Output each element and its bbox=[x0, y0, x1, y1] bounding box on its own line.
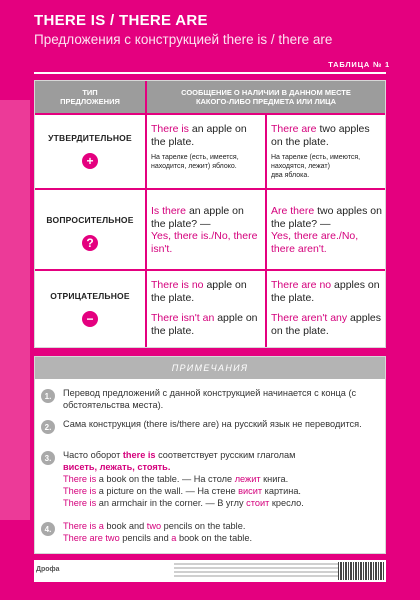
table-number: ТАБЛИЦА № 1 bbox=[328, 60, 390, 69]
column-divider bbox=[145, 81, 147, 347]
note-number: 4. bbox=[41, 522, 55, 536]
note-number: 3. bbox=[41, 451, 55, 465]
barcode bbox=[338, 562, 384, 580]
note-number: 2. bbox=[41, 420, 55, 434]
table-cell: Is there an apple on the plate? — Yes, there is./No, there isn't. bbox=[151, 205, 258, 255]
note-text: Сама конструкция (there is/there are) на русский язык не переводится. bbox=[63, 419, 362, 429]
table-cell: There is no apple on the plate. There isn't an apple on the plate. bbox=[151, 279, 258, 337]
table-cell: There are two apples on the plate. На тарелке (есть, имеются, находятся, лежат) два яблока. bbox=[271, 123, 370, 179]
notes-panel bbox=[34, 356, 386, 554]
page-subtitle: Предложения с конструкцией there is / there are bbox=[34, 32, 333, 47]
row-divider bbox=[35, 269, 385, 271]
publisher-logo: Дрофа bbox=[36, 566, 60, 573]
column-divider bbox=[265, 115, 267, 347]
note-number: 1. bbox=[41, 389, 55, 403]
note-text: Часто оборот there is соответствует русским глаголам висеть, лежать, стоять. There is a book on the table. — На столе лежит книга. There is a picture on the wall. — На стене висит картина. There is an armchair in the corner. — В углу стоит кресло. bbox=[63, 450, 304, 508]
page-title: THERE IS / THERE ARE bbox=[34, 12, 208, 29]
minus-icon: − bbox=[82, 311, 98, 327]
notes-heading: ПРИМЕЧАНИЯ bbox=[35, 357, 385, 379]
side-stripe bbox=[0, 100, 30, 520]
divider bbox=[34, 72, 386, 74]
note-text: Перевод предложений с данной конструкцией начинается с конца (с обстоятельства места). bbox=[63, 388, 357, 410]
type-affirmative: УТВЕРДИТЕЛЬНОЕ bbox=[48, 133, 132, 143]
question-icon: ? bbox=[82, 235, 98, 251]
table-cell: There is an apple on the plate. На тарелке (есть, имеется, находится, лежит) яблоко. bbox=[151, 123, 247, 170]
plus-icon: + bbox=[82, 153, 98, 169]
footer bbox=[34, 560, 386, 582]
type-interrogative: ВОПРОСИТЕЛЬНОЕ bbox=[46, 215, 134, 225]
table-header bbox=[35, 81, 385, 115]
table-cell: Are there two apples on the plate? — Yes, there are./No, there aren't. bbox=[271, 205, 382, 255]
grammar-table bbox=[34, 80, 386, 348]
col-header-message: СООБЩЕНИЕ О НАЛИЧИИ В ДАННОМ МЕСТЕ КАКОГО-ЛИБО ПРЕДМЕТА ИЛИ ЛИЦА bbox=[181, 88, 351, 106]
type-negative: ОТРИЦАТЕЛЬНОЕ bbox=[50, 291, 130, 301]
col-header-type: ТИП ПРЕДЛОЖЕНИЯ bbox=[60, 88, 120, 106]
note-text: There is a book and two pencils on the table. There are two pencils and a book on the table. bbox=[63, 521, 253, 543]
row-divider bbox=[35, 188, 385, 190]
table-cell: There are no apples on the plate. There aren't any apples on the plate. bbox=[271, 279, 381, 337]
